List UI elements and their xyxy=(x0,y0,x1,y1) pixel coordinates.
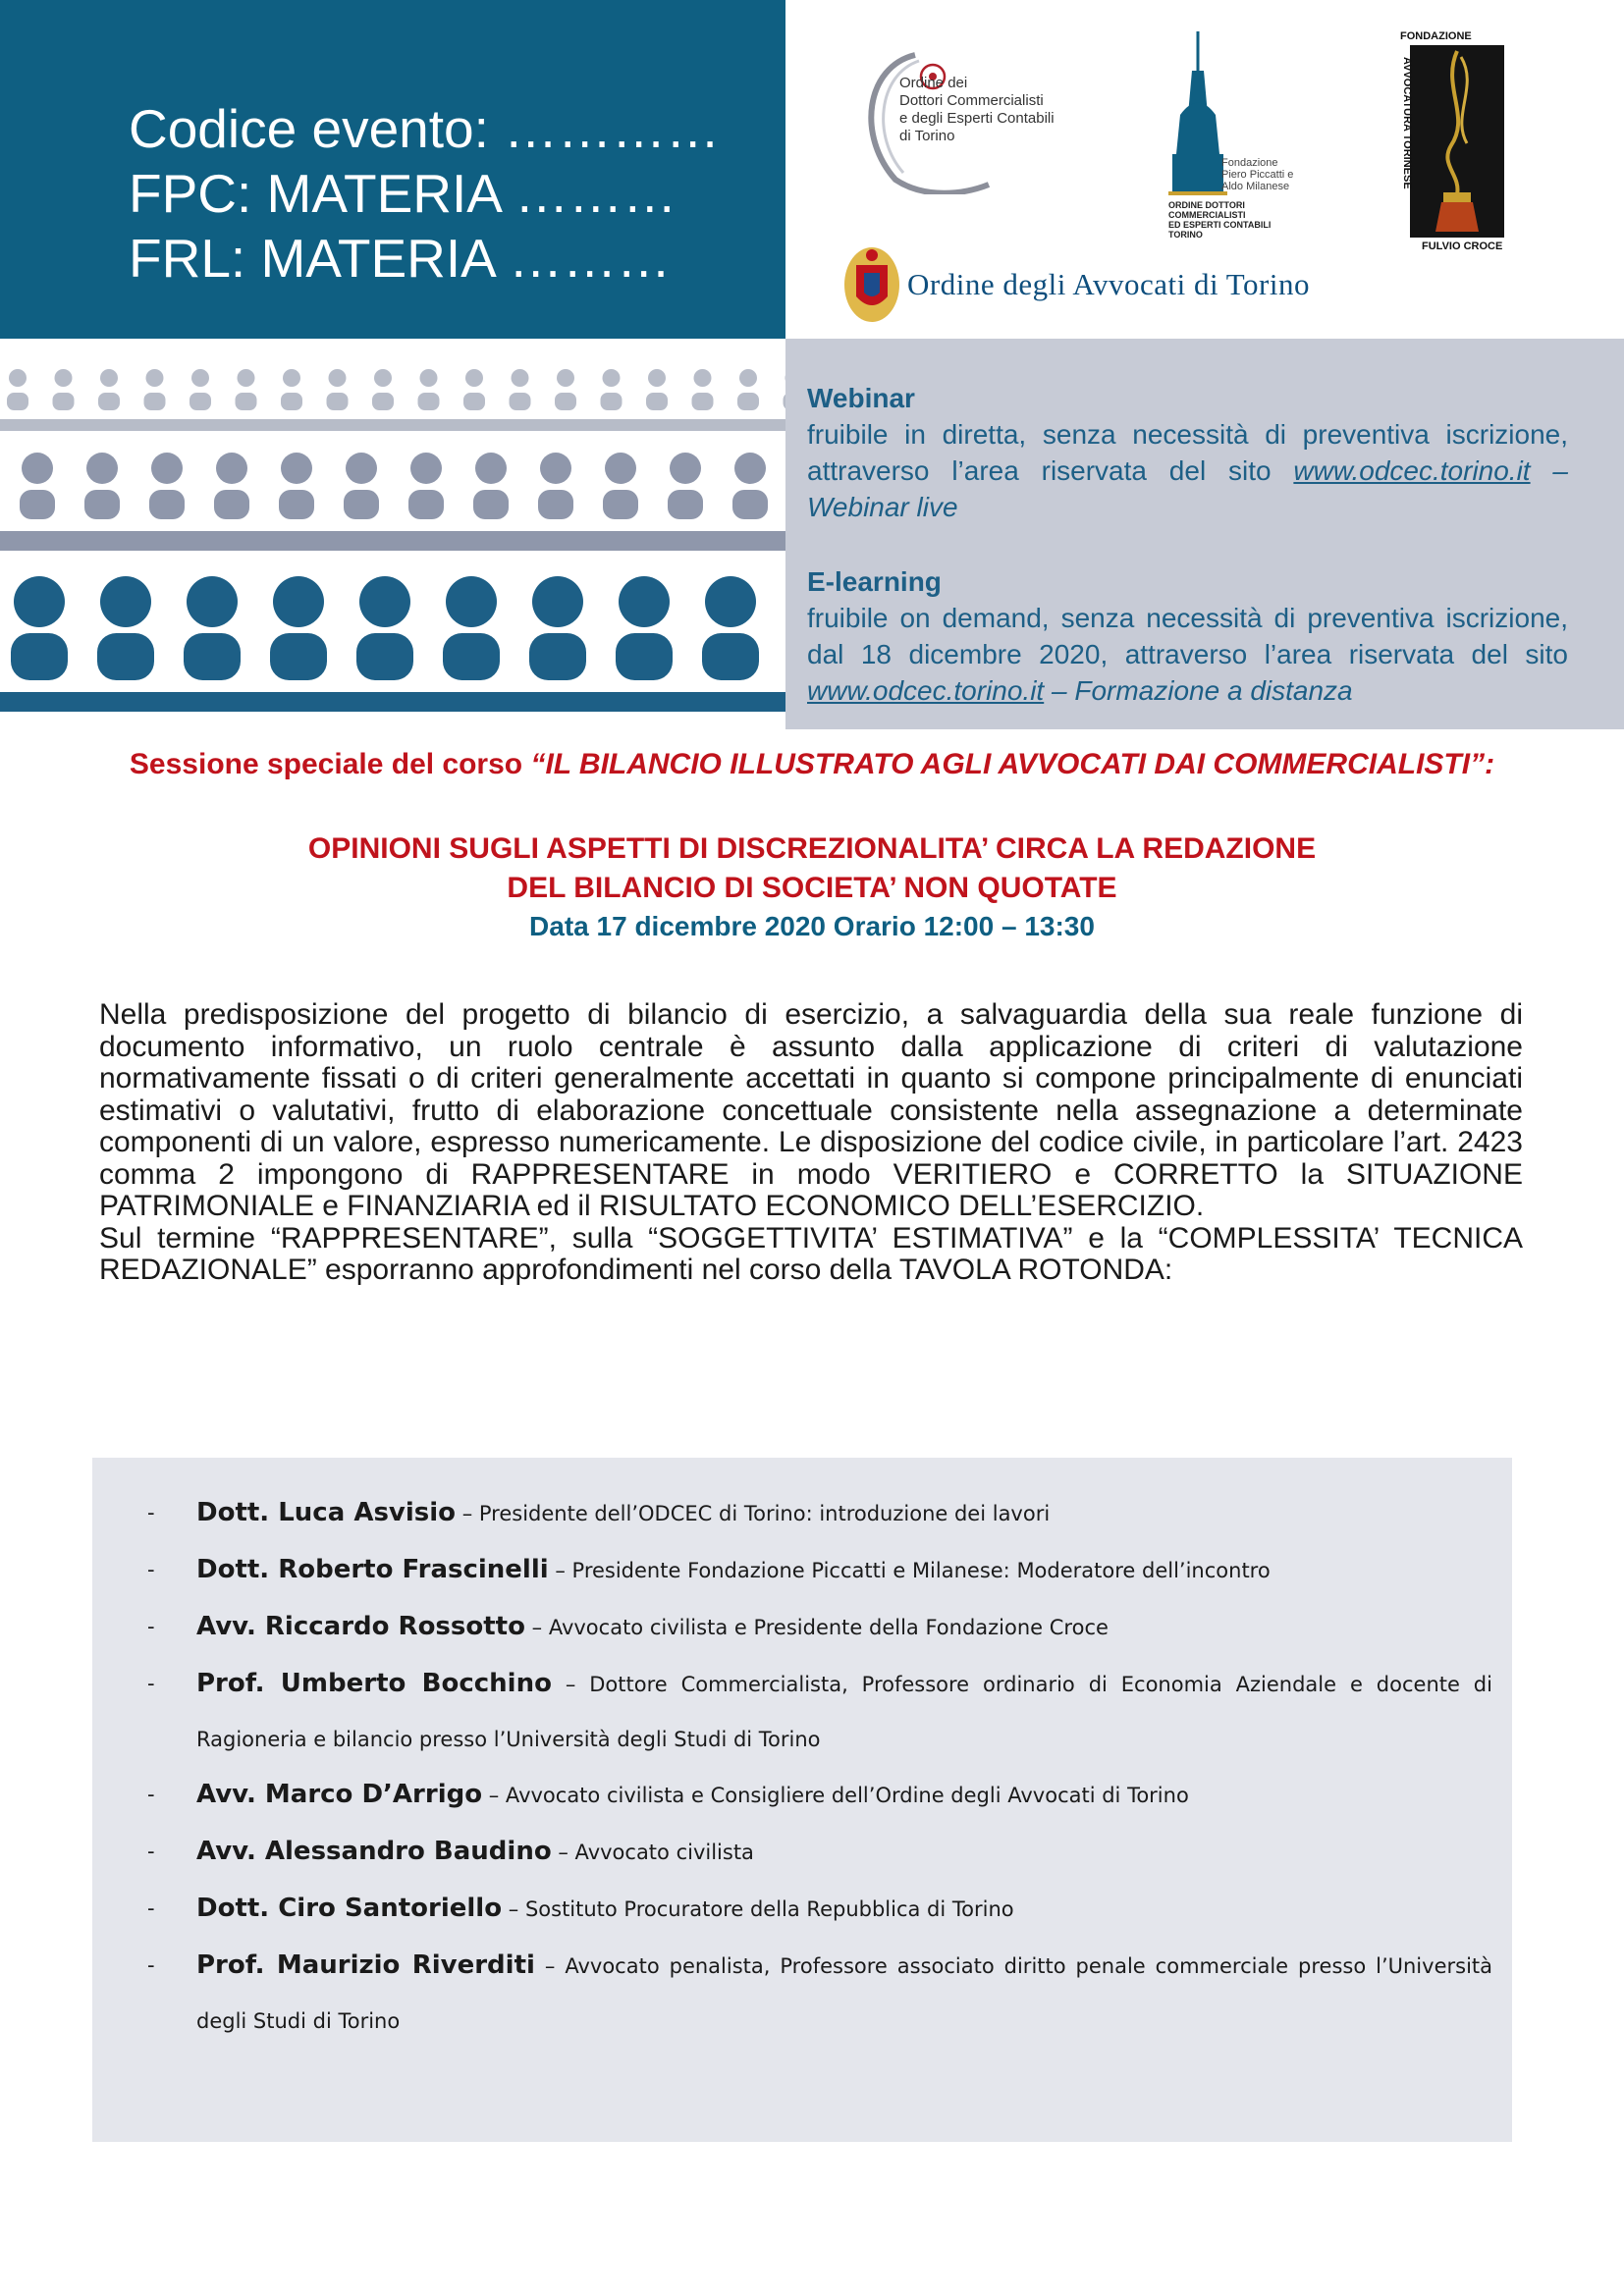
speakers-box xyxy=(92,1458,1512,2142)
description-paragraph: Nella predisposizione del progetto di bilancio di esercizio, a salvaguardia della sua reale funzione di documento informativo, un ruolo centrale è assunto dalla applicazione di criteri di valutazione normativamente fissati o di criteri generalmente accettati in quanto si compone principalmente di enunciati estimativi o valutativi, frutto di elaborazione concettuale consistente nella assegnazione a determinate componenti di un valore, espresso numericamente. Le disposizione del codice civile, in particolare l’art. 2423 comma 2 impongono di RAPPRESENTARE in modo VERITIERO e CORRETTO la SITUAZIONE PATRIMONIALE e FINANZIARIA ed il RISULTATO ECONOMICO DELL’ESERCIZIO. xyxy=(99,998,1523,1222)
person-body-icon xyxy=(529,633,586,680)
crest-icon xyxy=(839,241,905,330)
audience-graphic xyxy=(0,339,785,729)
person-head-icon xyxy=(216,453,247,484)
person-head-icon xyxy=(346,453,377,484)
elearning-link[interactable]: www.odcec.torino.it xyxy=(807,675,1045,706)
person-body-icon xyxy=(702,633,759,680)
person-body-icon xyxy=(344,490,379,519)
person-body-icon xyxy=(538,490,573,519)
person-head-icon xyxy=(475,453,507,484)
webinar-link[interactable]: www.odcec.torino.it xyxy=(1293,455,1531,486)
person-head-icon xyxy=(374,369,392,387)
webinar-block xyxy=(807,380,1568,525)
person-head-icon xyxy=(238,369,255,387)
person-body-icon xyxy=(214,490,249,519)
svg-text:FONDAZIONE: FONDAZIONE xyxy=(1400,30,1472,42)
person-body-icon xyxy=(473,490,509,519)
fondazione-subtext: ORDINE DOTTORI COMMERCIALISTI ED ESPERTI CONTABILI TORINO xyxy=(1168,200,1272,240)
person-body-icon xyxy=(601,393,623,410)
elearning-description: fruibile on demand, senza necessità di preventiva iscrizione, dal 18 dicembre 2020, attraverso l’area riservata del sito www.odcec.torino.it – Formazione a distanza xyxy=(807,603,1568,706)
event-description xyxy=(99,999,1523,1287)
person-body-icon xyxy=(418,393,440,410)
odcec-logo-text: Ordine dei Dottori Commercialisti e degli Esperti Contabili di Torino xyxy=(899,75,1055,144)
header-banner xyxy=(0,0,785,339)
person-head-icon xyxy=(705,576,756,627)
ordine-avvocati-text: Ordine degli Avvocati di Torino xyxy=(907,267,1310,301)
audience-row-bar xyxy=(0,692,785,712)
description-paragraph: Sul termine “RAPPRESENTARE”, sulla “SOGGETTIVITA’ ESTIMATIVA” e la “COMPLESSITA’ TECNICA REDAZIONALE” esporranno approfondimenti nel corso della TAVOLA ROTONDA: xyxy=(99,1221,1523,1286)
fpc-line: FPC: MATERIA ……… xyxy=(129,163,677,224)
person-body-icon xyxy=(732,490,768,519)
frl-line: FRL: MATERIA ……… xyxy=(129,228,672,289)
speakers-list xyxy=(147,1485,1492,2049)
person-head-icon xyxy=(329,369,347,387)
person-head-icon xyxy=(540,453,571,484)
person-head-icon xyxy=(694,369,712,387)
person-body-icon xyxy=(279,490,314,519)
person-body-icon xyxy=(668,490,703,519)
toga-tassel-icon xyxy=(1392,27,1520,253)
person-head-icon xyxy=(273,576,324,627)
person-body-icon xyxy=(356,633,413,680)
person-head-icon xyxy=(9,369,27,387)
person-head-icon xyxy=(446,576,497,627)
person-body-icon xyxy=(327,393,349,410)
person-head-icon xyxy=(281,453,312,484)
person-body-icon xyxy=(97,633,154,680)
event-code-line: Codice evento: ………… xyxy=(129,98,721,159)
person-body-icon xyxy=(463,393,485,410)
person-head-icon xyxy=(532,576,583,627)
person-body-icon xyxy=(281,393,302,410)
speaker-item: - Dott. Roberto Frascinelli – Presidente Fondazione Piccatti e Milanese: Moderatore dell’incontro xyxy=(147,1555,1271,1584)
person-head-icon xyxy=(146,369,164,387)
person-head-icon xyxy=(100,369,118,387)
person-body-icon xyxy=(144,393,166,410)
person-head-icon xyxy=(410,453,442,484)
speaker-item: - Avv. Riccardo Rossotto – Avvocato civilista e Presidente della Fondazione Croce xyxy=(147,1612,1109,1641)
audience-row-bar xyxy=(0,531,785,551)
person-head-icon xyxy=(22,453,53,484)
person-head-icon xyxy=(55,369,73,387)
person-body-icon xyxy=(236,393,257,410)
event-datetime: Data 17 dicembre 2020 Orario 12:00 – 13:30 xyxy=(529,911,1095,941)
fondazione-croce-logo xyxy=(1392,27,1520,253)
speaker-item: - Dott. Ciro Santoriello – Sostituto Procuratore della Repubblica di Torino xyxy=(147,1894,1014,1923)
person-head-icon xyxy=(283,369,300,387)
person-head-icon xyxy=(619,576,670,627)
event-title: OPINIONI SUGLI ASPETTI DI DISCREZIONALITA’ CIRCA LA REDAZIONE DEL BILANCIO DI SOCIETA’ NON QUOTATE xyxy=(307,832,1317,904)
speaker-item: - Avv. Marco D’Arrigo – Avvocato civilista e Consigliere dell’Ordine degli Avvocati di Torino xyxy=(147,1780,1189,1809)
person-body-icon xyxy=(189,393,211,410)
person-body-icon xyxy=(555,393,576,410)
ordine-avvocati-logo xyxy=(839,241,1388,330)
person-head-icon xyxy=(151,453,183,484)
person-body-icon xyxy=(646,393,668,410)
person-body-icon xyxy=(184,633,241,680)
person-body-icon xyxy=(11,633,68,680)
person-body-icon xyxy=(149,490,185,519)
webinar-title: Webinar xyxy=(807,383,915,413)
person-body-icon xyxy=(443,633,500,680)
fondazione-piccatti-logo xyxy=(1159,31,1306,238)
person-head-icon xyxy=(734,453,766,484)
person-head-icon xyxy=(512,369,529,387)
person-body-icon xyxy=(7,393,28,410)
speaker-item: - Dott. Luca Asvisio – Presidente dell’ODCEC di Torino: introduzione dei lavori xyxy=(147,1498,1051,1527)
person-head-icon xyxy=(86,453,118,484)
person-head-icon xyxy=(557,369,574,387)
person-body-icon xyxy=(372,393,394,410)
person-head-icon xyxy=(100,576,151,627)
speaker-item: - Prof. Umberto Bocchino – Dottore Commercialista, Professore ordinario di Economia Aziendale e docente di Ragioneria e bilancio presso l’Università degli Studi di Torino xyxy=(147,1669,1492,1751)
person-head-icon xyxy=(420,369,438,387)
person-head-icon xyxy=(605,453,636,484)
audience-row-bar xyxy=(0,419,785,431)
person-head-icon xyxy=(465,369,483,387)
person-head-icon xyxy=(14,576,65,627)
delivery-info-panel xyxy=(785,339,1624,729)
odcec-logo xyxy=(856,47,1111,194)
person-body-icon xyxy=(737,393,759,410)
person-head-icon xyxy=(670,453,701,484)
speaker-item: - Prof. Maurizio Riverditi – Avvocato penalista, Professore associato diritto penale commerciale presso l’Università degli Studi di Torino xyxy=(147,1950,1493,2033)
session-heading: Sessione speciale del corso “IL BILANCIO ILLUSTRATO AGLI AVVOCATI DAI COMMERCIALISTI”: xyxy=(129,748,1495,780)
person-body-icon xyxy=(408,490,444,519)
person-body-icon xyxy=(510,393,531,410)
svg-text:FULVIO CROCE: FULVIO CROCE xyxy=(1422,240,1503,252)
webinar-description: fruibile in diretta, senza necessità di preventiva iscrizione, attraverso l’area riservata del sito www.odcec.torino.it – Webinar live xyxy=(807,419,1568,522)
person-head-icon xyxy=(648,369,666,387)
svg-text:AVVOCATURA TORINESE: AVVOCATURA TORINESE xyxy=(1401,57,1413,189)
person-head-icon xyxy=(603,369,621,387)
person-head-icon xyxy=(739,369,757,387)
person-body-icon xyxy=(84,490,120,519)
person-body-icon xyxy=(603,490,638,519)
person-head-icon xyxy=(191,369,209,387)
person-head-icon xyxy=(187,576,238,627)
person-body-icon xyxy=(20,490,55,519)
elearning-block xyxy=(807,563,1568,709)
person-body-icon xyxy=(692,393,714,410)
audience-icon xyxy=(0,339,785,729)
speaker-item: - Avv. Alessandro Baudino – Avvocato civilista xyxy=(147,1837,754,1866)
event-codes xyxy=(129,96,720,291)
person-body-icon xyxy=(98,393,120,410)
elearning-title: E-learning xyxy=(807,566,942,597)
person-body-icon xyxy=(53,393,75,410)
fondazione-text: Fondazione Piero Piccatti e Aldo Milanese xyxy=(1221,157,1294,192)
person-body-icon xyxy=(270,633,327,680)
person-head-icon xyxy=(359,576,410,627)
person-body-icon xyxy=(616,633,673,680)
